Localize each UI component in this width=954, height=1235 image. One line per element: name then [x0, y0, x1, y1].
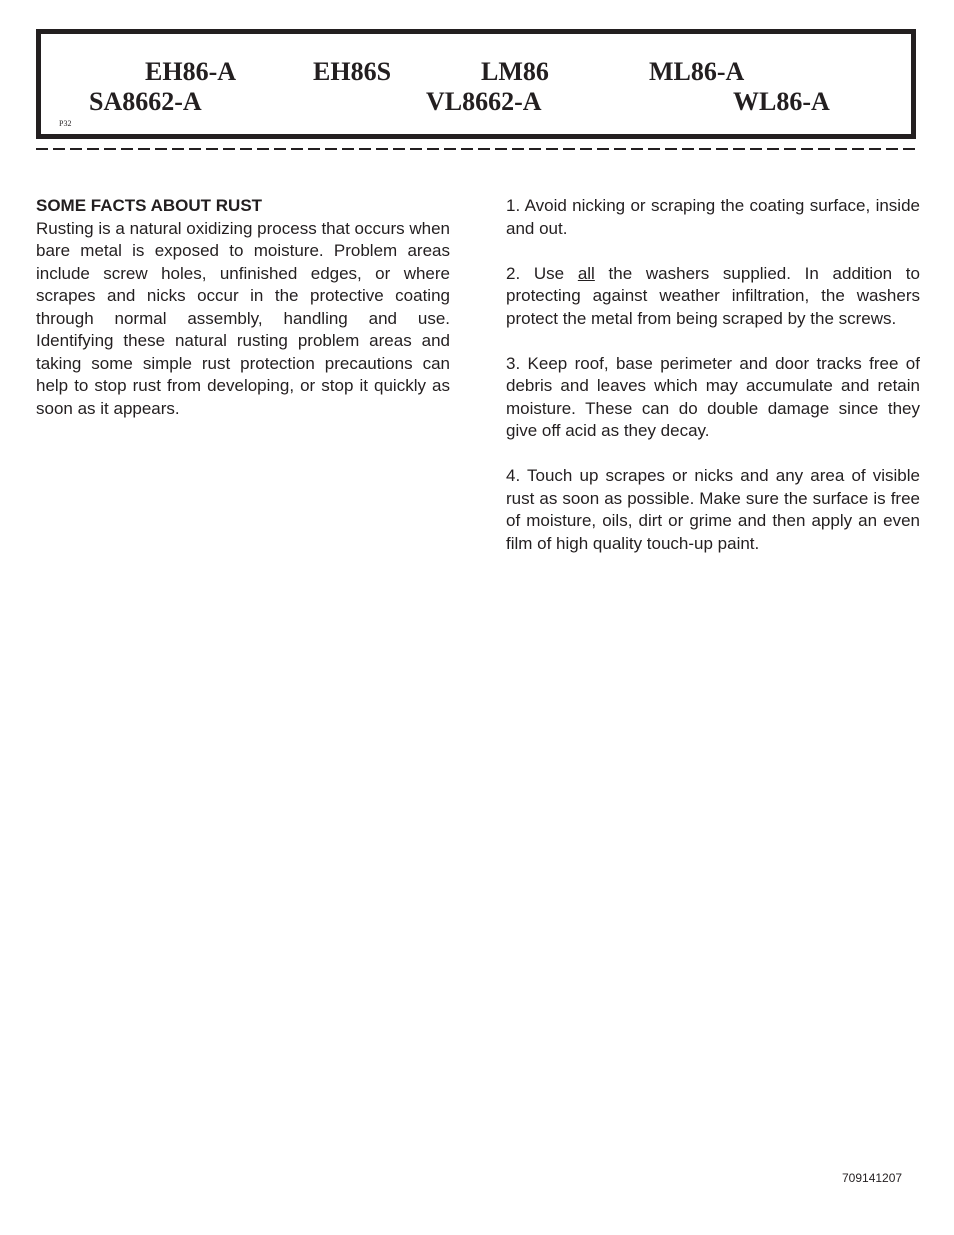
rust-tips-section: [506, 195, 920, 578]
tip-4: 4. Touch up scrapes or nicks and any area of visible rust as soon as possible. Make sure the surface is free of moisture, oils, dirt or grime and then apply an even film of high quality touch-up paint.: [506, 466, 920, 553]
model-sa8662-a: SA8662-A: [89, 87, 202, 116]
model-vl8662-a: VL8662-A: [426, 87, 542, 116]
model-header-box: [36, 29, 916, 139]
tip-2-suffix: the washers supplied. In addition to protecting against weather infiltration, the washers protect the metal from being scraped by the screws.: [506, 263, 920, 328]
model-wl86-a: WL86-A: [733, 87, 830, 116]
tip-1: 1. Avoid nicking or scraping the coating surface, inside and out.: [506, 196, 920, 238]
rust-facts-section: [36, 195, 450, 420]
model-lm86: LM86: [481, 57, 549, 86]
section-heading: SOME FACTS ABOUT RUST: [36, 196, 263, 215]
rust-facts-body: Rusting is a natural oxidizing process that occurs when bare metal is exposed to moisture. Problem areas include screw holes, unfinished edges, or where scrapes and nicks occur in the protective coating through normal assembly, handling and use. Identifying these natural rusting problem areas and taking some simple rust protection precautions can help to stop rust from developing, or stop it quickly as soon as it appears.: [36, 218, 450, 418]
tip-3: 3. Keep roof, base perimeter and door tracks free of debris and leaves which may accumulate and retain moisture. These can do double damage since they give off acid as they decay.: [506, 353, 920, 440]
tip-2-prefix: 2. Use: [506, 263, 578, 283]
model-ml86-a: ML86-A: [649, 57, 745, 86]
tip-2-emphasis: all: [577, 263, 595, 283]
tip-2: [506, 263, 920, 331]
model-eh86s: EH86S: [313, 57, 392, 86]
page-code: P32: [59, 119, 72, 128]
document-number: 709141207: [842, 1171, 903, 1185]
model-eh86-a: EH86-A: [145, 57, 236, 86]
dashed-divider: [36, 148, 920, 150]
